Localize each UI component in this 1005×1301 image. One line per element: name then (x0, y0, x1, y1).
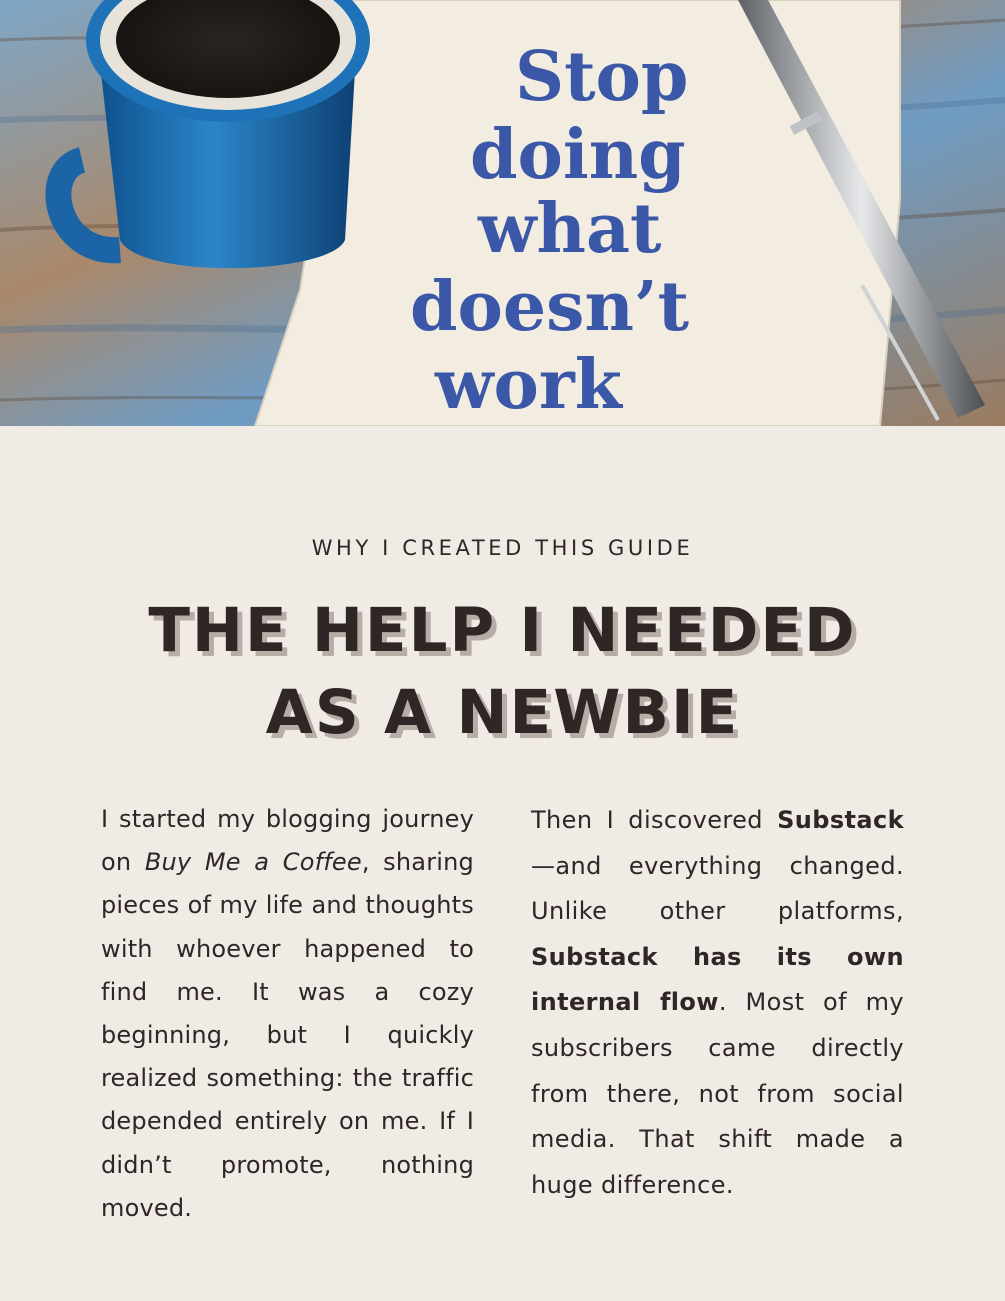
left-emphasis: Buy Me a Coffee (144, 848, 362, 877)
hero-photo (0, 0, 1005, 426)
svg-text:doesn’t: doesn’t (410, 267, 689, 347)
right-bold-2: Substack has its own internal flow (531, 942, 904, 1017)
svg-text:doing: doing (470, 115, 686, 195)
page-title (0, 590, 1005, 754)
right-column-paragraph (531, 798, 904, 1208)
right-text-1: Then I discovered (531, 806, 778, 834)
svg-text:work: work (435, 345, 622, 425)
section-eyebrow: WHY I CREATED THIS GUIDE (311, 536, 694, 560)
left-text-1: I started my blogging journey on (101, 805, 474, 877)
title-line-1: THE HELP I NEEDED (148, 595, 857, 666)
svg-text:what: what (478, 189, 662, 269)
left-text-2: , sharing pieces of my life and thoughts with whoever happened to find me. It was a cozy beginning, but I quickly realized something: the traffic depended entirely on me. If I didn’t promote, nothing moved. (101, 848, 474, 1222)
right-text-3: . Most of my subscribers came directly from there, not from social media. That shift made a huge difference. (531, 988, 904, 1199)
title-line-2: AS A NEWBIE (265, 677, 740, 748)
coffee-napkin-illustration (0, 0, 1005, 426)
right-text-2: —and everything changed. Unlike other platforms, (531, 851, 904, 926)
left-column-paragraph (101, 798, 474, 1230)
svg-text:Stop: Stop (515, 37, 689, 117)
right-bold-1: Substack (777, 806, 904, 834)
